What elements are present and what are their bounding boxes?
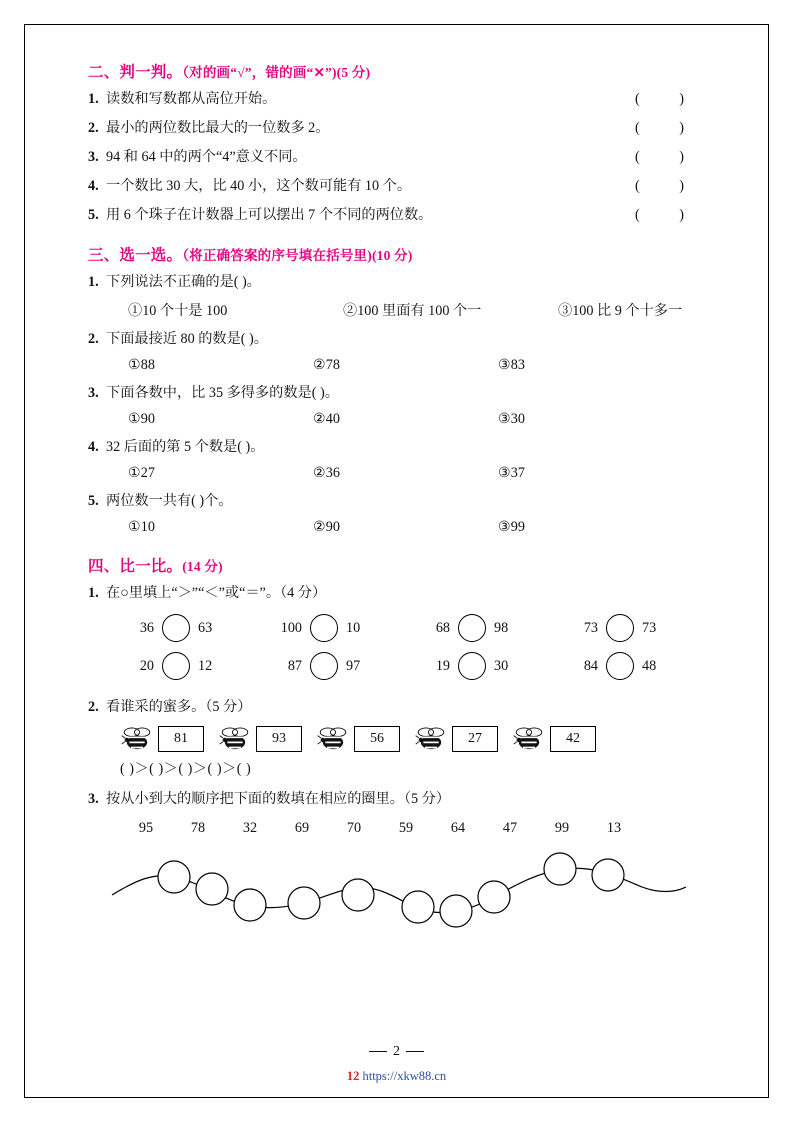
list-number: 64 (450, 820, 466, 836)
question-text: 读数和写数都从高位开始。 (106, 91, 277, 107)
option-row (88, 357, 708, 374)
left-number: 100 (280, 619, 302, 636)
question-item (88, 328, 708, 350)
option-row (88, 300, 708, 320)
left-number: 84 (583, 657, 598, 674)
option[interactable]: ①88 (128, 357, 155, 373)
question-number: 3. (88, 149, 99, 165)
right-number: 73 (642, 619, 657, 636)
question-text: 94 和 64 中的两个“4”意义不同。 (106, 149, 307, 165)
left-number: 20 (139, 657, 154, 674)
compare-pair (572, 614, 668, 642)
choice-question (88, 382, 708, 428)
answer-blank[interactable]: ( ) (635, 178, 702, 194)
option[interactable]: ②90 (313, 519, 340, 535)
question-text: 两位数一共有( )个。 (106, 493, 233, 509)
list-number: 95 (138, 820, 154, 836)
choice-question (88, 436, 708, 482)
chain-circle[interactable] (342, 879, 374, 911)
list-number: 70 (346, 820, 362, 836)
bee-number: 56 (354, 726, 400, 752)
option[interactable]: ②36 (313, 465, 340, 481)
left-number: 73 (583, 619, 598, 636)
number-list (88, 820, 708, 837)
option[interactable]: ③37 (498, 465, 525, 481)
compare-pair (128, 652, 224, 680)
question-text: 按从小到大的顺序把下面的数填在相应的圈里。（5 分） (106, 791, 451, 807)
dash-left (369, 1051, 387, 1052)
option[interactable]: ①90 (128, 411, 155, 427)
bee-item (512, 726, 596, 752)
compare-pair (572, 652, 668, 680)
bee-icon (120, 726, 154, 752)
option[interactable]: ①10 (128, 519, 155, 535)
list-number: 59 (398, 820, 414, 836)
option[interactable]: ③30 (498, 411, 525, 427)
list-number: 69 (294, 820, 310, 836)
chain-circle[interactable] (402, 891, 434, 923)
page-number-value: 2 (393, 1044, 400, 1059)
compare-pair (128, 614, 224, 642)
question-number: 4. (88, 178, 99, 194)
compare-pair (424, 614, 520, 642)
dash-right (406, 1051, 424, 1052)
bee-item (120, 726, 204, 752)
bee-icon (414, 726, 448, 752)
section-subtitle: （对的画“√”，错的画“✕”)(5 分) (182, 65, 371, 80)
chain-circle[interactable] (196, 873, 228, 905)
chain-circle[interactable] (440, 895, 472, 927)
question-text: 在○里填上“＞”“＜”或“＝”。（4 分） (106, 585, 327, 601)
right-number: 10 (346, 619, 361, 636)
compare-row (88, 652, 708, 680)
question-number: 2. (88, 331, 99, 347)
option[interactable]: ③83 (498, 357, 525, 373)
option[interactable]: ②78 (313, 357, 340, 373)
section-heading-choice (88, 243, 708, 265)
question-text: 一个数比 30 大，比 40 小，这个数可能有 10 个。 (106, 178, 412, 194)
question-text: 下列说法不正确的是( )。 (106, 274, 261, 290)
compare-pair (276, 652, 372, 680)
bee-item (218, 726, 302, 752)
list-number: 13 (606, 820, 622, 836)
right-number: 98 (494, 619, 509, 636)
option[interactable]: ①27 (128, 465, 155, 481)
option-row (88, 519, 708, 536)
question-item (88, 271, 708, 293)
chain-circle[interactable] (478, 881, 510, 913)
right-number: 63 (198, 619, 213, 636)
question-item (88, 146, 708, 168)
answer-circle[interactable] (162, 614, 190, 642)
chain-circle[interactable] (234, 889, 266, 921)
question-number: 1. (88, 274, 99, 290)
bee-icon (316, 726, 350, 752)
list-number: 99 (554, 820, 570, 836)
option[interactable]: ②100 里面有 100 个一 (343, 303, 482, 319)
answer-circle[interactable] (458, 652, 486, 680)
footer-prefix: 12 (346, 1069, 360, 1083)
right-number: 48 (642, 657, 657, 674)
question-text: 用 6 个珠子在计数器上可以摆出 7 个不同的两位数。 (106, 207, 433, 223)
question-number: 2. (88, 120, 99, 136)
question-number: 4. (88, 439, 99, 455)
bee-item (316, 726, 400, 752)
list-number: 32 (242, 820, 258, 836)
answer-blank[interactable]: ( ) (635, 149, 702, 165)
option[interactable]: ①10 个十是 100 (128, 303, 228, 319)
option[interactable]: ②40 (313, 411, 340, 427)
question-item (88, 88, 708, 110)
question-item (88, 175, 708, 197)
bee-icon (512, 726, 546, 752)
chain-circle[interactable] (158, 861, 190, 893)
question-item (88, 436, 708, 458)
question-number: 2. (88, 699, 99, 715)
choice-question (88, 490, 708, 536)
footer-url-text[interactable]: https://xkw88.cn (362, 1069, 447, 1083)
section-subtitle: (14 分) (182, 559, 223, 574)
bee-number: 42 (550, 726, 596, 752)
choice-question (88, 271, 708, 320)
question-number: 1. (88, 91, 99, 107)
answer-circle[interactable] (162, 652, 190, 680)
question-item (88, 117, 708, 139)
chain-circle[interactable] (592, 859, 624, 891)
answer-circle[interactable] (310, 652, 338, 680)
section-heading-compare (88, 554, 708, 576)
question-item (88, 382, 708, 404)
question-number: 5. (88, 207, 99, 223)
compare-row (88, 614, 708, 642)
section-title: 二、判一判。 (88, 64, 183, 81)
list-number: 47 (502, 820, 518, 836)
right-number: 97 (346, 657, 361, 674)
choice-question (88, 328, 708, 374)
section-title: 四、比一比。 (88, 558, 183, 575)
question-number: 3. (88, 791, 99, 807)
question-number: 3. (88, 385, 99, 401)
chain-circle[interactable] (544, 853, 576, 885)
section-subtitle: （将正确答案的序号填在括号里)(10 分) (182, 248, 413, 263)
question-text: 32 后面的第 5 个数是( )。 (106, 439, 265, 455)
option-row (88, 411, 708, 428)
left-number: 19 (435, 657, 450, 674)
question-item (88, 582, 708, 604)
page-number (0, 1044, 793, 1060)
page-content (88, 60, 708, 940)
chain-diagram[interactable] (108, 843, 688, 935)
compare-pair (424, 652, 520, 680)
question-item (88, 490, 708, 512)
chain-circle[interactable] (288, 887, 320, 919)
question-item (88, 204, 708, 226)
section-title: 三、选一选。 (88, 247, 183, 264)
bee-answer-line[interactable]: ( )＞( )＞( )＞( )＞( ) (120, 761, 252, 777)
right-number: 12 (198, 657, 213, 674)
footer-url (0, 1069, 793, 1084)
left-number: 87 (287, 657, 302, 674)
bee-number: 93 (256, 726, 302, 752)
question-text: 最小的两位数比最大的一位数多 2。 (106, 120, 330, 136)
left-number: 36 (139, 619, 154, 636)
question-text: 看谁采的蜜多。（5 分） (106, 699, 252, 715)
compare-pair (276, 614, 372, 642)
bee-item (414, 726, 498, 752)
option[interactable]: ③100 比 9 个十多一 (558, 303, 683, 319)
question-text: 下面各数中，比 35 多得多的数是( )。 (106, 385, 339, 401)
section-heading-true-false (88, 60, 708, 82)
bee-row (88, 726, 708, 752)
bee-icon (218, 726, 252, 752)
answer-circle[interactable] (606, 614, 634, 642)
left-number: 68 (435, 619, 450, 636)
answer-circle[interactable] (310, 614, 338, 642)
answer-circle[interactable] (606, 652, 634, 680)
answer-blank[interactable]: ( ) (635, 207, 702, 223)
right-number: 30 (494, 657, 509, 674)
question-item (88, 696, 708, 718)
question-number: 1. (88, 585, 99, 601)
question-number: 5. (88, 493, 99, 509)
bee-number: 81 (158, 726, 204, 752)
answer-blank[interactable]: ( ) (635, 120, 702, 136)
bee-number: 27 (452, 726, 498, 752)
answer-circle[interactable] (458, 614, 486, 642)
answer-blank[interactable]: ( ) (635, 91, 702, 107)
list-number: 78 (190, 820, 206, 836)
question-item (88, 788, 708, 810)
option[interactable]: ③99 (498, 519, 525, 535)
question-text: 下面最接近 80 的数是( )。 (106, 331, 268, 347)
option-row (88, 465, 708, 482)
circle-chain (88, 843, 708, 940)
